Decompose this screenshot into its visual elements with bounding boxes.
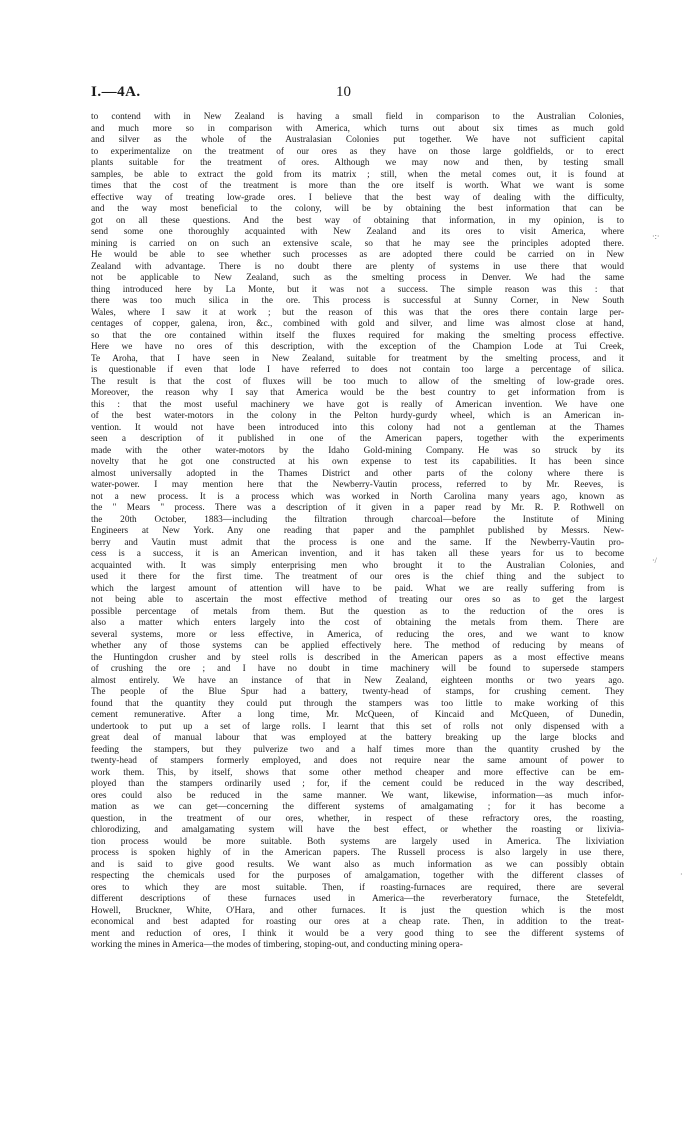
text-line: Howell, Bruckner, White, O'Hara, and other furnaces. It is just the question which is the most (91, 905, 624, 916)
text-line: and is said to give good results. We want also as much information as we can possibly obtain (91, 859, 624, 870)
text-line: of crushing the ore ; and I have no doubt in time machinery will be found to supersede stampers (91, 664, 624, 674)
text-line: whether any of those systems can be applied effectively here. The method of reducing by means of (91, 641, 624, 651)
text-line: seen a description of it published in one of the American papers, together with the experiments (91, 434, 624, 444)
text-line: almost entirely. We have an instance of that in New Zealand, eighteen months or two years ago. (91, 675, 624, 686)
text-line: different descriptions of these furnaces used in America—the reverberatory furnace, the Stetefeldt, (91, 894, 624, 904)
text-line: found that the quantity they could put through the stampers was too little to make working of this (91, 698, 624, 709)
text-line: not a new process. It is a process which was worked in North Carolina many years ago, known as (91, 491, 624, 502)
text-line: great deal of manual labour that was employed at the battery breaking up the large blocks and (91, 733, 624, 743)
text-line: centages of copper, galena, iron, &c., combined with gold and silver, and lime was almost close at hand, (91, 319, 624, 329)
text-line: economical and best adapted for roasting our ores at a cheap rate. Then, in addition to the treat- (91, 917, 624, 927)
body-text (91, 112, 624, 952)
text-line: The people of the Blue Spur had a battery, twenty-head of stamps, for crushing cement. They (91, 687, 624, 697)
text-line: and the way most beneficial to the colony, will be by obtaining the best information that can be (91, 204, 624, 214)
text-line: ores could also be reduced in the same manner. We want, likewise, information—as much infor- (91, 790, 624, 801)
text-line: The result is that the cost of fluxes will be too much to allow of the smelting of low-grade ores. (91, 376, 624, 387)
text-line: Zealand with advantage. There is no doubt there are plenty of systems in use there that would (91, 261, 624, 272)
text-line: cement remunerative. After a long time, Mr. McQueen, of Kincaid and McQueen, of Dunedin, (91, 710, 624, 720)
text-line: to experimentalize on the treatment of our ores as they have on those large goldfields, or to erect (91, 146, 624, 157)
document-reference: I.—4A. (91, 84, 141, 100)
text-line: so that the ore contained within itself the fluxes required for making the smelting process effective. (91, 330, 624, 341)
text-line: question, in the treatment of our ores, whether, in respect of these refractory ores, the roasting, (91, 813, 624, 824)
text-line: of the best water-motors in the colony in the Pelton hurdy-gurdy wheel, which is an American in- (91, 411, 624, 421)
margin-mark: ·:· (652, 232, 660, 241)
text-line: ployed than the stampers ordinarily used ; for, if the cement could be reduced in the way described, (91, 779, 624, 789)
text-line: cess is a success, it is an American invention, and it has taken all these years for us to become (91, 549, 624, 559)
text-line: respecting the chemicals used for the purposes of amalgamation, together with the different classes of (91, 871, 624, 881)
text-line: times that the cost of the treatment is more than the ore itself is worth. What we want is some (91, 181, 624, 191)
page-header (91, 84, 624, 104)
text-line: ores to which they are most suitable. Then, if roasting-furnaces are required, there are several (91, 882, 624, 893)
text-line: possible percentage of metals from them. But the question as to the reduction of the ores is (91, 606, 624, 617)
text-line: work them. This, by itself, shows that some other method cheaper and more effective can be em- (91, 767, 624, 778)
text-line: also a matter which enters largely into the cost of obtaining the metals from them. There are (91, 618, 624, 628)
text-line: Moreover, the reason why I say that America would be the best country to get information from is (91, 388, 624, 398)
text-line: Wales, where I saw it at work ; but the reason of this was that the ores there contain large per- (91, 307, 624, 318)
text-line: and much more so in comparison with America, which turns out about six times as much gold (91, 123, 624, 134)
margin-mark: ·/ (652, 556, 657, 565)
text-line: mation as we can get—concerning the different systems of amalgamating ; for it has become a (91, 802, 624, 812)
text-line: Engineers at New York. Any one reading that paper and the pamphlet published by Messrs. New- (91, 526, 624, 536)
text-line: effective way of treating low-grade ores. I believe that the best way of dealing with the difficulty, (91, 192, 624, 203)
text-line: twenty-head of stampers formerly employed, and does not require near the same amount of power to (91, 756, 624, 766)
text-line: this : that the most useful machinery we have got is really of American invention. We have one (91, 399, 624, 410)
text-line: plants suitable for the treatment of ores. Although we may now and then, by testing small (91, 158, 624, 168)
text-line: the 20th October, 1883—including the filtration through charcoal—before the Institute of Mining (91, 514, 624, 525)
text-line: to contend with in New Zealand is having a small field in comparison to the Australian Colonies, (91, 112, 624, 122)
text-line: process is spoken highly of in the American papers. The Russell process is also largely in use there, (91, 848, 624, 858)
text-line: ment and reduction of ores, I think it would be a very good thing to see the different systems of (91, 928, 624, 939)
text-line: chlorodizing, and amalgamating system will have the best effect, or whether the roasting or lixivia- (91, 825, 624, 835)
text-line: feeding the stampers, but they pulverize two and a half times more than the quantity crushed by the (91, 744, 624, 755)
text-line: Te Aroha, that I have seen in New Zealand, suitable for treatment by the smelting process, and it (91, 353, 624, 364)
text-line: tion process would be more suitable. Both systems are largely used in America. The lixiviation (91, 836, 624, 847)
text-line: water-power. I may mention here that the Newberry-Vautin process, referred to by Mr. Reeves, is (91, 480, 624, 490)
text-line: which the largest amount of attention will have to be paid. What we are really suffering from is (91, 583, 624, 594)
text-line: several systems, more or less effective, in America, of reducing the ores, and we want to know (91, 629, 624, 640)
margin-mark: · (680, 870, 683, 879)
text-line: and silver as the whole of the Australasian Colonies put together. We have not sufficient capital (91, 135, 624, 145)
text-line: made with the other water-motors by the Idaho Gold-mining Company. He was so struck by its (91, 445, 624, 456)
text-line: mining is carried on on such an extensive scale, so that he may see the principles adopted there. (91, 238, 624, 249)
text-line: the " Mears " process. There was a description of it given in a paper read by Mr. R. P. Rothwell on (91, 503, 624, 513)
text-line: send some one thoroughly acquainted with New Zealand and its ores to visit America, where (91, 227, 624, 237)
text-line: berry and Vautin must admit that the process is one and the same. If the Newberry-Vautin pro- (91, 537, 624, 548)
text-line: used it there for the first time. The treatment of our ores is the chief thing and the subject to (91, 572, 624, 582)
text-line: thing introduced here by La Monte, but it was not a success. The simple reason was this : that (91, 284, 624, 295)
text-line: acquainted with. It was simply enterprising men who brought it to the Australian Colonies, and (91, 560, 624, 571)
text-line: samples, be able to extract the gold from its matrix ; still, when the metal comes out, it is found at (91, 169, 624, 180)
text-line: not be applicable to New Zealand, such as the smelting process in Denver. We had the same (91, 273, 624, 283)
text-line: there was too much silica in the ore. This process is successful at Sunny Corner, in New South (91, 296, 624, 306)
text-line: He would be able to see whether such processes as are adopted there could be carried on in New (91, 250, 624, 260)
page-number: 10 (336, 84, 351, 100)
text-line: got on all these questions. And the best way of obtaining that information, in my opinion, is to (91, 215, 624, 226)
text-line: almost universally adopted in the Thames District and other parts of the colony where there is (91, 468, 624, 479)
text-line: is questionable if even that lode I have referred to does not contain too large a percentage of silica. (91, 365, 624, 375)
text-line: not being able to ascertain the most effective method of treating our ores so as to get the largest (91, 595, 624, 605)
text-line: working the mines in America—the modes of timbering, stoping-out, and conducting mining opera- (91, 940, 463, 950)
text-line: Here we have no ores of this description, with the exception of the Champion Lode at Tui Creek, (91, 342, 624, 352)
text-line: novelty that he got one constructed at his own expense to test its capabilities. It has been since (91, 457, 624, 467)
text-line: the Huntingdon crusher and by steel rolls is described in the American papers as a most effective means (91, 652, 624, 663)
text-line: undertook to put up a set of large rolls. I learnt that this set of rolls not only dispensed with a (91, 721, 624, 732)
text-line: vention. It would not have been introduced into this colony had not a gentleman at the Thames (91, 422, 624, 433)
